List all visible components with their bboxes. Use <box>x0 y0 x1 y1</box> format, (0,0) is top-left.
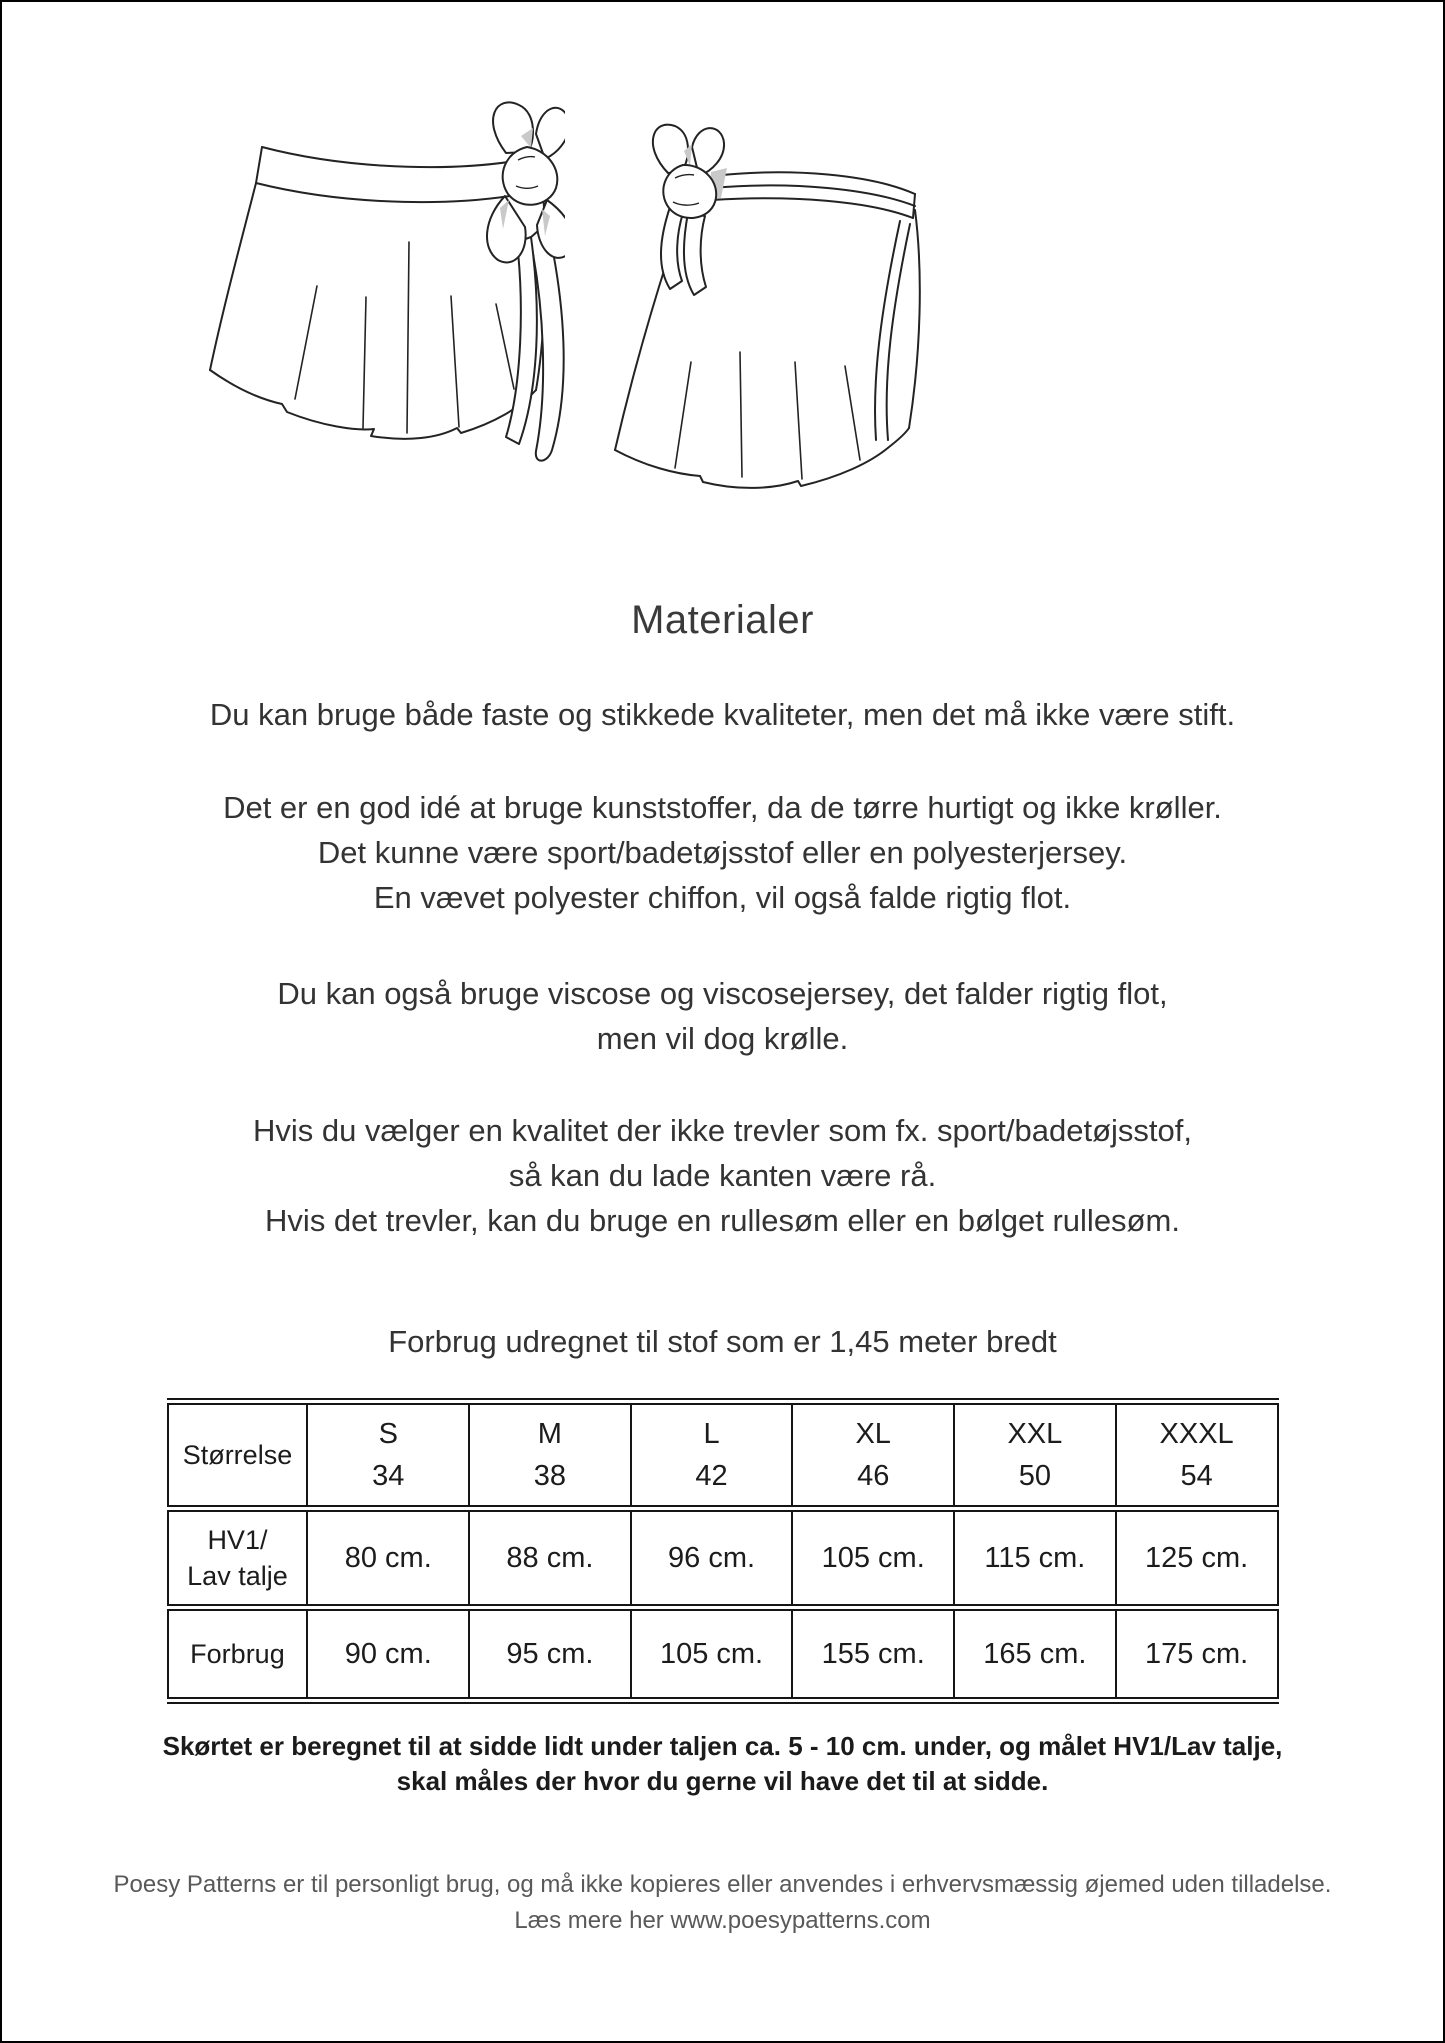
website-text: Læs mere her www.poesypatterns.com <box>514 1907 931 1934</box>
fit-note-line: Skørtet er beregnet til at sidde lidt under taljen ca. 5 - 10 cm. under, og målet HV1/Lav talje, <box>162 1731 1283 1761</box>
size-header-cell <box>469 1402 631 1509</box>
size-header-cell <box>1116 1402 1278 1509</box>
size-header-cell <box>307 1402 469 1509</box>
table-row-hv1 <box>168 1509 1278 1608</box>
size-letter: L <box>703 1418 720 1450</box>
paragraph-4 <box>2 1108 1443 1243</box>
table-row-sizes <box>168 1402 1278 1509</box>
paragraph-1 <box>2 692 1443 737</box>
table-cell: 125 cm. <box>1116 1509 1278 1608</box>
size-eu-number: 42 <box>695 1460 728 1492</box>
copyright-text: Poesy Patterns er til personligt brug, og må ikke kopieres eller anvendes i erhvervsmæssig øjemed uden tilladelse. <box>113 1871 1332 1898</box>
table-cell: 175 cm. <box>1116 1608 1278 1701</box>
size-header-cell <box>631 1402 793 1509</box>
body-line: Du kan også bruge viscose og viscosejersey, det falder rigtig flot, <box>277 976 1168 1011</box>
table-cell: 105 cm. <box>631 1608 793 1701</box>
skirt-back-wrapper <box>571 110 936 495</box>
fabric-consumption-table <box>167 1398 1279 1704</box>
table-title: Forbrug udregnet til stof som er 1,45 meter bredt <box>388 1324 1057 1359</box>
body-line: Det kunne være sport/badetøjsstof eller en polyesterjersey. <box>317 835 1128 870</box>
size-header-cell <box>792 1402 954 1509</box>
size-letter: XXXL <box>1159 1418 1234 1450</box>
illustration-row <box>2 2 936 495</box>
row-label-hv1 <box>168 1509 308 1608</box>
paragraph-3 <box>2 971 1443 1061</box>
table-cell: 80 cm. <box>307 1509 469 1608</box>
body-line: Hvis du vælger en kvalitet der ikke trevler som fx. sport/badetøjsstof, <box>253 1113 1192 1148</box>
row-label-forbrug: Forbrug <box>190 1638 285 1669</box>
paragraph-2 <box>2 785 1443 920</box>
wrap-skirt-front-illustration <box>200 90 565 475</box>
table-row-forbrug <box>168 1608 1278 1701</box>
row-label-storrelse: Størrelse <box>168 1402 308 1509</box>
body-line: Det er en god idé at bruge kunststoffer, da de tørre hurtigt og ikke krøller. <box>223 790 1222 825</box>
size-eu-number: 54 <box>1180 1460 1213 1492</box>
materials-section <box>2 598 1443 1939</box>
size-eu-number: 38 <box>533 1460 567 1492</box>
fit-note <box>2 1729 1443 1799</box>
page-title: Materialer <box>631 598 814 642</box>
body-line: Du kan bruge både faste og stikkede kvaliteter, men det må ikke være stift. <box>209 697 1236 732</box>
table-cell: 88 cm. <box>469 1509 631 1608</box>
table-cell: 165 cm. <box>954 1608 1116 1701</box>
fit-note-line: skal måles der hvor du gerne vil have det til at sidde. <box>396 1766 1049 1796</box>
size-header-cell <box>954 1402 1116 1509</box>
body-line: En vævet polyester chiffon, vil også falde rigtig flot. <box>373 880 1072 915</box>
copyright-footer <box>2 1867 1443 1939</box>
row-label-line: Lav talje <box>187 1561 288 1591</box>
body-line: så kan du lade kanten være rå. <box>508 1158 937 1193</box>
size-letter: M <box>537 1418 562 1450</box>
table-cell: 105 cm. <box>792 1509 954 1608</box>
row-label-line: HV1/ <box>207 1525 268 1555</box>
size-eu-number: 50 <box>1018 1460 1051 1492</box>
size-letter: XL <box>855 1418 891 1450</box>
size-eu-number: 34 <box>372 1460 405 1492</box>
size-letter: S <box>378 1418 398 1450</box>
table-cell: 155 cm. <box>792 1608 954 1701</box>
body-line: men vil dog krølle. <box>596 1021 849 1056</box>
wrap-skirt-back-illustration <box>571 110 936 495</box>
body-line: Hvis det trevler, kan du bruge en rullesøm eller en bølget rullesøm. <box>265 1203 1180 1238</box>
table-cell: 96 cm. <box>631 1509 793 1608</box>
size-eu-number: 46 <box>857 1460 890 1492</box>
table-cell: 90 cm. <box>307 1608 469 1701</box>
table-cell: 95 cm. <box>469 1608 631 1701</box>
table-cell: 115 cm. <box>954 1509 1116 1608</box>
size-letter: XXL <box>1007 1418 1063 1450</box>
